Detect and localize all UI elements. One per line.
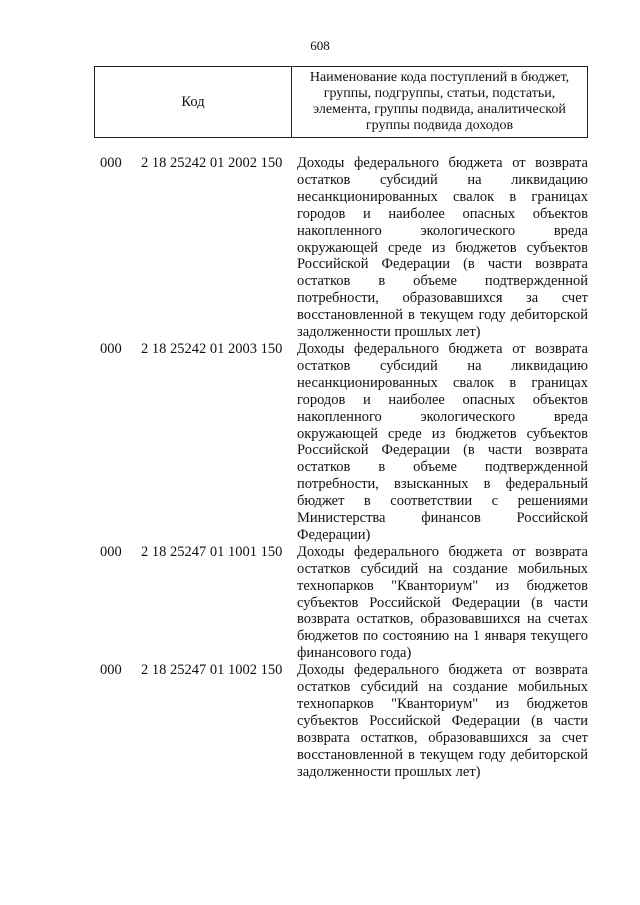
- page-number: 608: [310, 38, 330, 53]
- table-row: [0, 544, 640, 662]
- header-name-cell: [292, 67, 587, 137]
- income-description: Доходы федерального бюджета от возврата остатков субсидий на ликвидацию несанкционированных свалок в границах городов и наиболее опасных объектов накопленного экологического вреда окружающей среде из бюджетов субъектов Российской Федерации (в части возврата остатков в объеме подтвержденной потребности, взысканных в федеральный бюджет в соответствии с решениями Министерства финансов Российской Федерации): [297, 340, 588, 543]
- income-description: Доходы федерального бюджета от возврата остатков субсидий на создание мобильных технопарков "Кванториум" из бюджетов субъектов Российской Федерации (в части возврата остатков, образовавшихся на счетах бюджетов по состоянию на 1 января текущего финансового года): [297, 543, 588, 662]
- income-code: 2 18 25242 01 2003 150: [141, 340, 283, 357]
- admin-code: 000: [100, 662, 122, 679]
- income-description: Доходы федерального бюджета от возврата остатков субсидий на создание мобильных технопарков "Кванториум" из бюджетов субъектов Российской Федерации (в части возврата остатков, образовавшихся за счет восстановленной в текущем году дебиторской задолженности прошлых лет): [297, 662, 588, 780]
- table-row: [0, 155, 640, 341]
- income-code: 2 18 25247 01 1001 150: [141, 543, 283, 560]
- income-description: Доходы федерального бюджета от возврата остатков субсидий на ликвидацию несанкционированных свалок в границах городов и наиболее опасных объектов накопленного экологического вреда окружающей среде из бюджетов субъектов Российской Федерации (в части возврата остатков в объеме подтвержденной потребности, образовавшихся за счет восстановленной в текущем году дебиторской задолженности прошлых лет): [297, 155, 588, 341]
- income-codes-list: [0, 155, 640, 781]
- table-row: [0, 341, 640, 544]
- table-header: [94, 66, 588, 138]
- admin-code: 000: [100, 340, 122, 357]
- admin-code: 000: [100, 155, 122, 171]
- table-row: [0, 662, 640, 780]
- header-name-label: Наименование кода поступлений в бюджет, группы, подгруппы, статьи, подстатьи, элемента, группы подвида, аналитической группы подвида доходов: [309, 70, 570, 133]
- admin-code: 000: [100, 543, 122, 560]
- income-code: 2 18 25242 01 2002 150: [141, 155, 283, 171]
- header-code-cell: [95, 67, 292, 137]
- income-code: 2 18 25247 01 1002 150: [141, 662, 283, 679]
- header-code-label: Код: [181, 93, 205, 110]
